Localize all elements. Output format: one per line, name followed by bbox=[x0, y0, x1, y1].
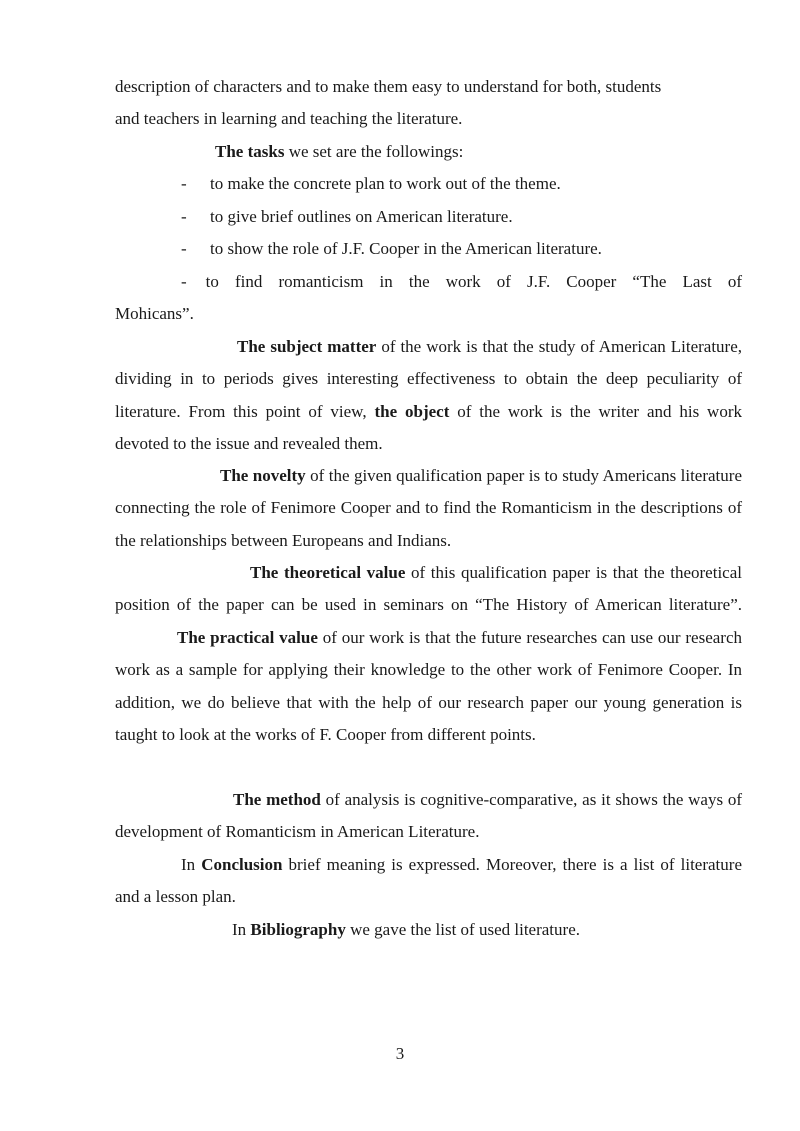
subject-text-2: of the work is the writer and his work devoted to the issue and revealed them. bbox=[115, 401, 742, 454]
task-item-3 bbox=[115, 233, 742, 265]
task-item-4-line-1: to find romanticism in the work of J.F. Cooper “The Last of bbox=[205, 272, 742, 291]
task-item-text: to give brief outlines on American literature. bbox=[210, 207, 513, 226]
bibliography-bold: Bibliography bbox=[250, 920, 346, 939]
practical-value-bold: The practical value bbox=[177, 627, 318, 647]
novelty-paragraph bbox=[115, 460, 742, 557]
conclusion-paragraph bbox=[115, 849, 742, 914]
theoretical-value-bold: The theoretical value bbox=[250, 563, 406, 582]
novelty-text: of the given qualification paper is to study Americans literature connecting the role of Fenimore Cooper and to find the Romanticism in the descriptions of the relationships between Europeans and Indians. bbox=[115, 466, 742, 550]
bibliography-pre: In bbox=[232, 920, 251, 939]
bibliography-paragraph bbox=[115, 914, 742, 946]
intro-paragraph bbox=[115, 71, 742, 136]
subject-matter-bold: The subject matter bbox=[237, 337, 377, 356]
theoretical-value-text: of this qualification paper is that the theoretical position of the paper can be used in seminars on “The History of American literature”. bbox=[115, 563, 742, 615]
object-bold: the object bbox=[374, 401, 450, 421]
dash-marker: - bbox=[181, 174, 187, 193]
tasks-heading-rest: we set are the followings: bbox=[284, 142, 464, 161]
novelty-bold: The novelty bbox=[220, 466, 306, 485]
dash-marker: - bbox=[181, 239, 187, 258]
subject-paragraph bbox=[115, 331, 742, 461]
task-item-1 bbox=[115, 168, 742, 200]
tasks-heading bbox=[115, 136, 742, 168]
intro-line-2: and teachers in learning and teaching the literature. bbox=[115, 109, 463, 129]
method-bold: The method bbox=[233, 790, 321, 809]
dash-marker: - bbox=[181, 272, 187, 291]
conclusion-bold: Conclusion bbox=[201, 855, 283, 874]
value-paragraph bbox=[115, 557, 742, 751]
task-item-4-line-2: Mohicans”. bbox=[115, 304, 194, 324]
dash-marker: - bbox=[181, 207, 187, 226]
intro-line-1: description of characters and to make them easy to understand for both, students bbox=[115, 77, 662, 96]
task-item-text: to show the role of J.F. Cooper in the American literature. bbox=[210, 239, 602, 258]
task-item-4 bbox=[115, 266, 742, 331]
conclusion-pre: In bbox=[181, 855, 202, 874]
method-text: of analysis is cognitive-comparative, as it shows the ways of development of Romanticism in American Literature. bbox=[115, 790, 742, 842]
subject-text-1: of the work is that the study of American Literature, dividing in to periods gives interesting effectiveness to obtain the deep peculiarity of literature. From this point of view, bbox=[115, 337, 742, 421]
page-number: 3 bbox=[395, 1044, 405, 1063]
tasks-heading-bold: The tasks bbox=[215, 142, 285, 161]
bibliography-text: we gave the list of used literature. bbox=[345, 920, 580, 939]
method-paragraph bbox=[115, 784, 742, 849]
task-item-2 bbox=[115, 201, 742, 233]
practical-value-text: of our work is that the future researches can use our research work as a sample for applying their knowledge to the other work of Fenimore Cooper. In addition, we do believe that with the help of our research paper our young generation is taught to look at the works of F. Cooper from different points. bbox=[115, 627, 743, 745]
task-item-text: to make the concrete plan to work out of the theme. bbox=[210, 174, 561, 193]
conclusion-text: brief meaning is expressed. Moreover, there is a list of literature and a lesson plan. bbox=[115, 855, 742, 907]
